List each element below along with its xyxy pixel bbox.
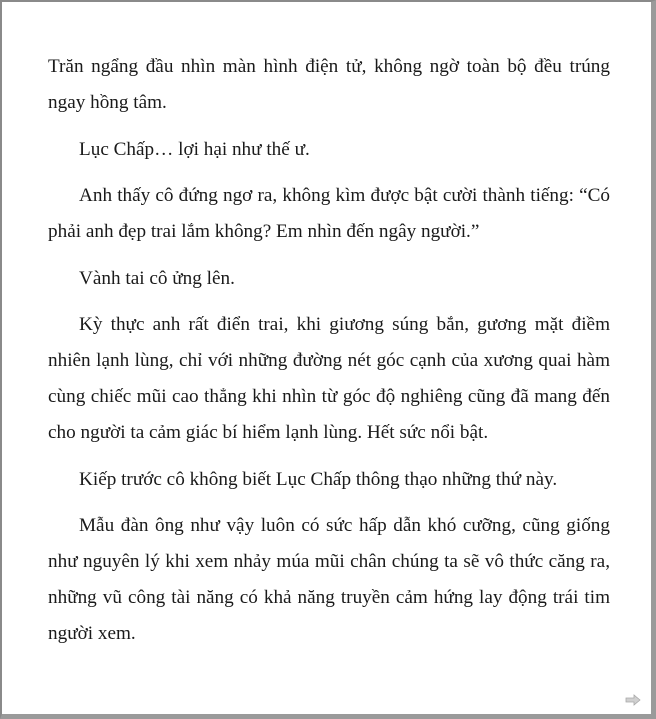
paragraph-5: Kỳ thực anh rất điển trai, khi giương súng bắn, gương mặt điềm nhiên lạnh lùng, chỉ với những đường nét góc cạnh của xương quai hàm cùng chiếc mũi cao thẳng khi nhìn từ góc độ nghiêng cũng đã mang đến cho người ta cảm giác bí hiểm lạnh lùng. Hết sức nổi bật. (48, 314, 610, 443)
next-page-arrow-icon[interactable] (625, 694, 641, 706)
paragraph-4: Vành tai cô ửng lên. (79, 267, 235, 289)
paragraph-3: Anh thấy cô đứng ngơ ra, không kìm được bật cười thành tiếng: “Có phải anh đẹp trai lắm không? Em nhìn đến ngây người.” (48, 185, 610, 242)
arrow-right-icon (625, 694, 641, 706)
paragraph-7: Mẫu đàn ông như vậy luôn có sức hấp dẫn khó cưỡng, cũng giống như nguyên lý khi xem nhảy múa mũi chân chúng ta sẽ vô thức căng ra, những vũ công tài năng có khả năng truyền cảm hứng lay động trái tim người xem. (48, 515, 610, 644)
document-body (48, 49, 610, 663)
paragraph-6: Kiếp trước cô không biết Lục Chấp thông thạo những thứ này. (79, 468, 558, 490)
paragraph-2: Lục Chấp… lợi hại như thế ư. (79, 138, 310, 160)
paragraph-1: Trăn ngẩng đầu nhìn màn hình điện tử, không ngờ toàn bộ đều trúng ngay hồng tâm. (48, 56, 610, 113)
